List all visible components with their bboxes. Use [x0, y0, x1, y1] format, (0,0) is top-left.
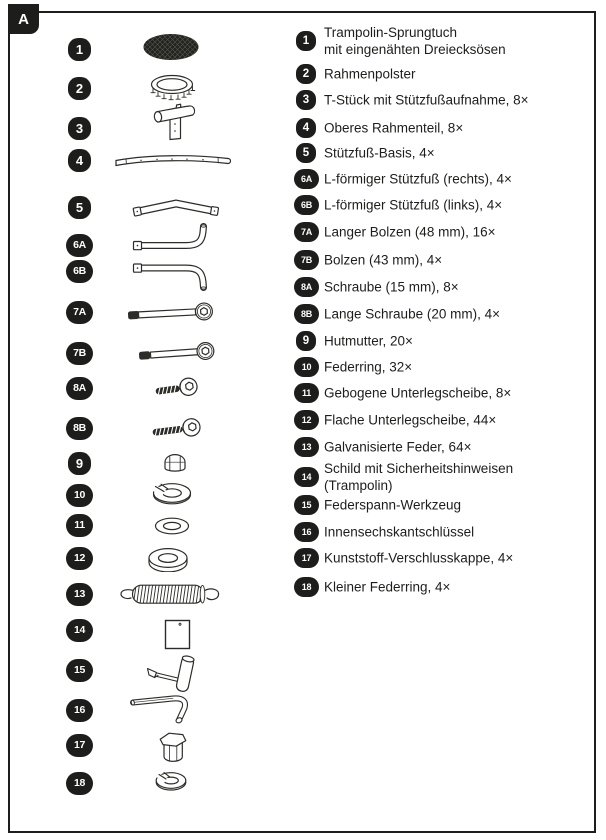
part-label: Schild mit Sicherheitshinweisen (Trampolin) [324, 461, 514, 493]
part-number-badge: 9 [68, 452, 91, 475]
part-label: Langer Bolzen (48 mm), 16× [324, 224, 496, 240]
part-label: L-förmiger Stützfuß (rechts), 4× [324, 171, 512, 187]
legend-row [294, 357, 594, 377]
part-number-badge: 4 [68, 149, 91, 172]
part-number-badge: 14 [294, 467, 319, 487]
part-number-badge: 4 [296, 118, 316, 138]
part-number-badge: 15 [66, 659, 93, 682]
part-number-badge: 3 [68, 117, 91, 140]
part-number-badge: 6B [294, 195, 319, 215]
part-number-badge: 8A [294, 277, 319, 297]
legend-row [294, 118, 594, 138]
legend-row [294, 577, 594, 597]
part-number-badge: 7A [66, 301, 93, 324]
part-number-badge: 6A [66, 234, 93, 257]
part-number-badge: 8B [66, 417, 93, 440]
legend-row [294, 383, 594, 403]
part-label: Bolzen (43 mm), 4× [324, 252, 443, 268]
legend-row [294, 522, 594, 542]
part-number-badge: 2 [296, 64, 316, 84]
legend-row [294, 437, 594, 457]
part-number-badge: 6B [66, 260, 93, 283]
legend-row [294, 410, 594, 430]
part-number-badge: 14 [66, 619, 93, 642]
legend-row [294, 331, 594, 351]
part-number-badge: 7B [66, 342, 93, 365]
part-number-badge: 5 [296, 143, 316, 163]
legend-row [294, 460, 594, 494]
part-label: Lange Schraube (20 mm), 4× [324, 306, 500, 322]
part-label: Flache Unterlegscheibe, 44× [324, 412, 497, 428]
legend-row [294, 548, 594, 568]
part-label: Stützfuß-Basis, 4× [324, 145, 435, 161]
part-label: Schraube (15 mm), 8× [324, 279, 459, 295]
section-tab [8, 4, 39, 34]
legend-row [294, 143, 594, 163]
part-number-badge: 17 [294, 548, 319, 568]
legend-row [294, 250, 594, 270]
part-label: T-Stück mit Stützfußaufnahme, 8× [324, 92, 529, 108]
part-number-badge: 10 [66, 484, 93, 507]
part-label: Rahmenpolster [324, 66, 416, 82]
legend-row [294, 304, 594, 324]
legend-row [294, 277, 594, 297]
part-number-badge: 7B [294, 250, 319, 270]
part-number-badge: 13 [294, 437, 319, 457]
part-label: L-förmiger Stützfuß (links), 4× [324, 197, 503, 213]
part-number-badge: 5 [68, 196, 91, 219]
part-number-badge: 2 [68, 77, 91, 100]
part-label: Kleiner Federring, 4× [324, 579, 451, 595]
part-number-badge: 8A [66, 377, 93, 400]
part-number-badge: 16 [66, 699, 93, 722]
part-number-badge: 1 [68, 38, 91, 61]
part-label: Federspann-Werkzeug [324, 497, 462, 513]
legend-row [294, 169, 594, 189]
part-number-badge: 18 [294, 577, 319, 597]
part-label: Kunststoff-Verschlusskappe, 4× [324, 550, 514, 566]
part-label: Galvanisierte Feder, 64× [324, 439, 472, 455]
part-label: Federring, 32× [324, 359, 413, 375]
part-number-badge: 6A [294, 169, 319, 189]
part-label: Gebogene Unterlegscheibe, 8× [324, 385, 512, 401]
part-number-badge: 8B [294, 304, 319, 324]
part-number-badge: 3 [296, 90, 316, 110]
part-number-badge: 10 [294, 357, 319, 377]
part-label: Innensechskantschlüssel [324, 524, 475, 540]
part-number-badge: 11 [66, 514, 93, 537]
part-number-badge: 7A [294, 222, 319, 242]
legend-row [294, 90, 594, 110]
part-number-badge: 1 [296, 31, 316, 51]
legend-row [294, 195, 594, 215]
part-label: Hutmutter, 20× [324, 333, 413, 349]
part-number-badge: 15 [294, 495, 319, 515]
legend-row [294, 24, 594, 58]
part-label: Trampolin-Sprungtuch mit eingenähten Dreiecksösen [324, 25, 506, 57]
part-number-badge: 16 [294, 522, 319, 542]
part-number-badge: 18 [66, 772, 93, 795]
part-number-badge: 9 [296, 331, 316, 351]
part-number-badge: 13 [66, 583, 93, 606]
legend-row [294, 64, 594, 84]
part-number-badge: 17 [66, 734, 93, 757]
part-label: Oberes Rahmenteil, 8× [324, 120, 464, 136]
section-label: A [18, 10, 29, 28]
legend-row [294, 495, 594, 515]
part-number-badge: 12 [294, 410, 319, 430]
legend-row [294, 222, 594, 242]
part-number-badge: 12 [66, 547, 93, 570]
part-number-badge: 11 [294, 383, 319, 403]
